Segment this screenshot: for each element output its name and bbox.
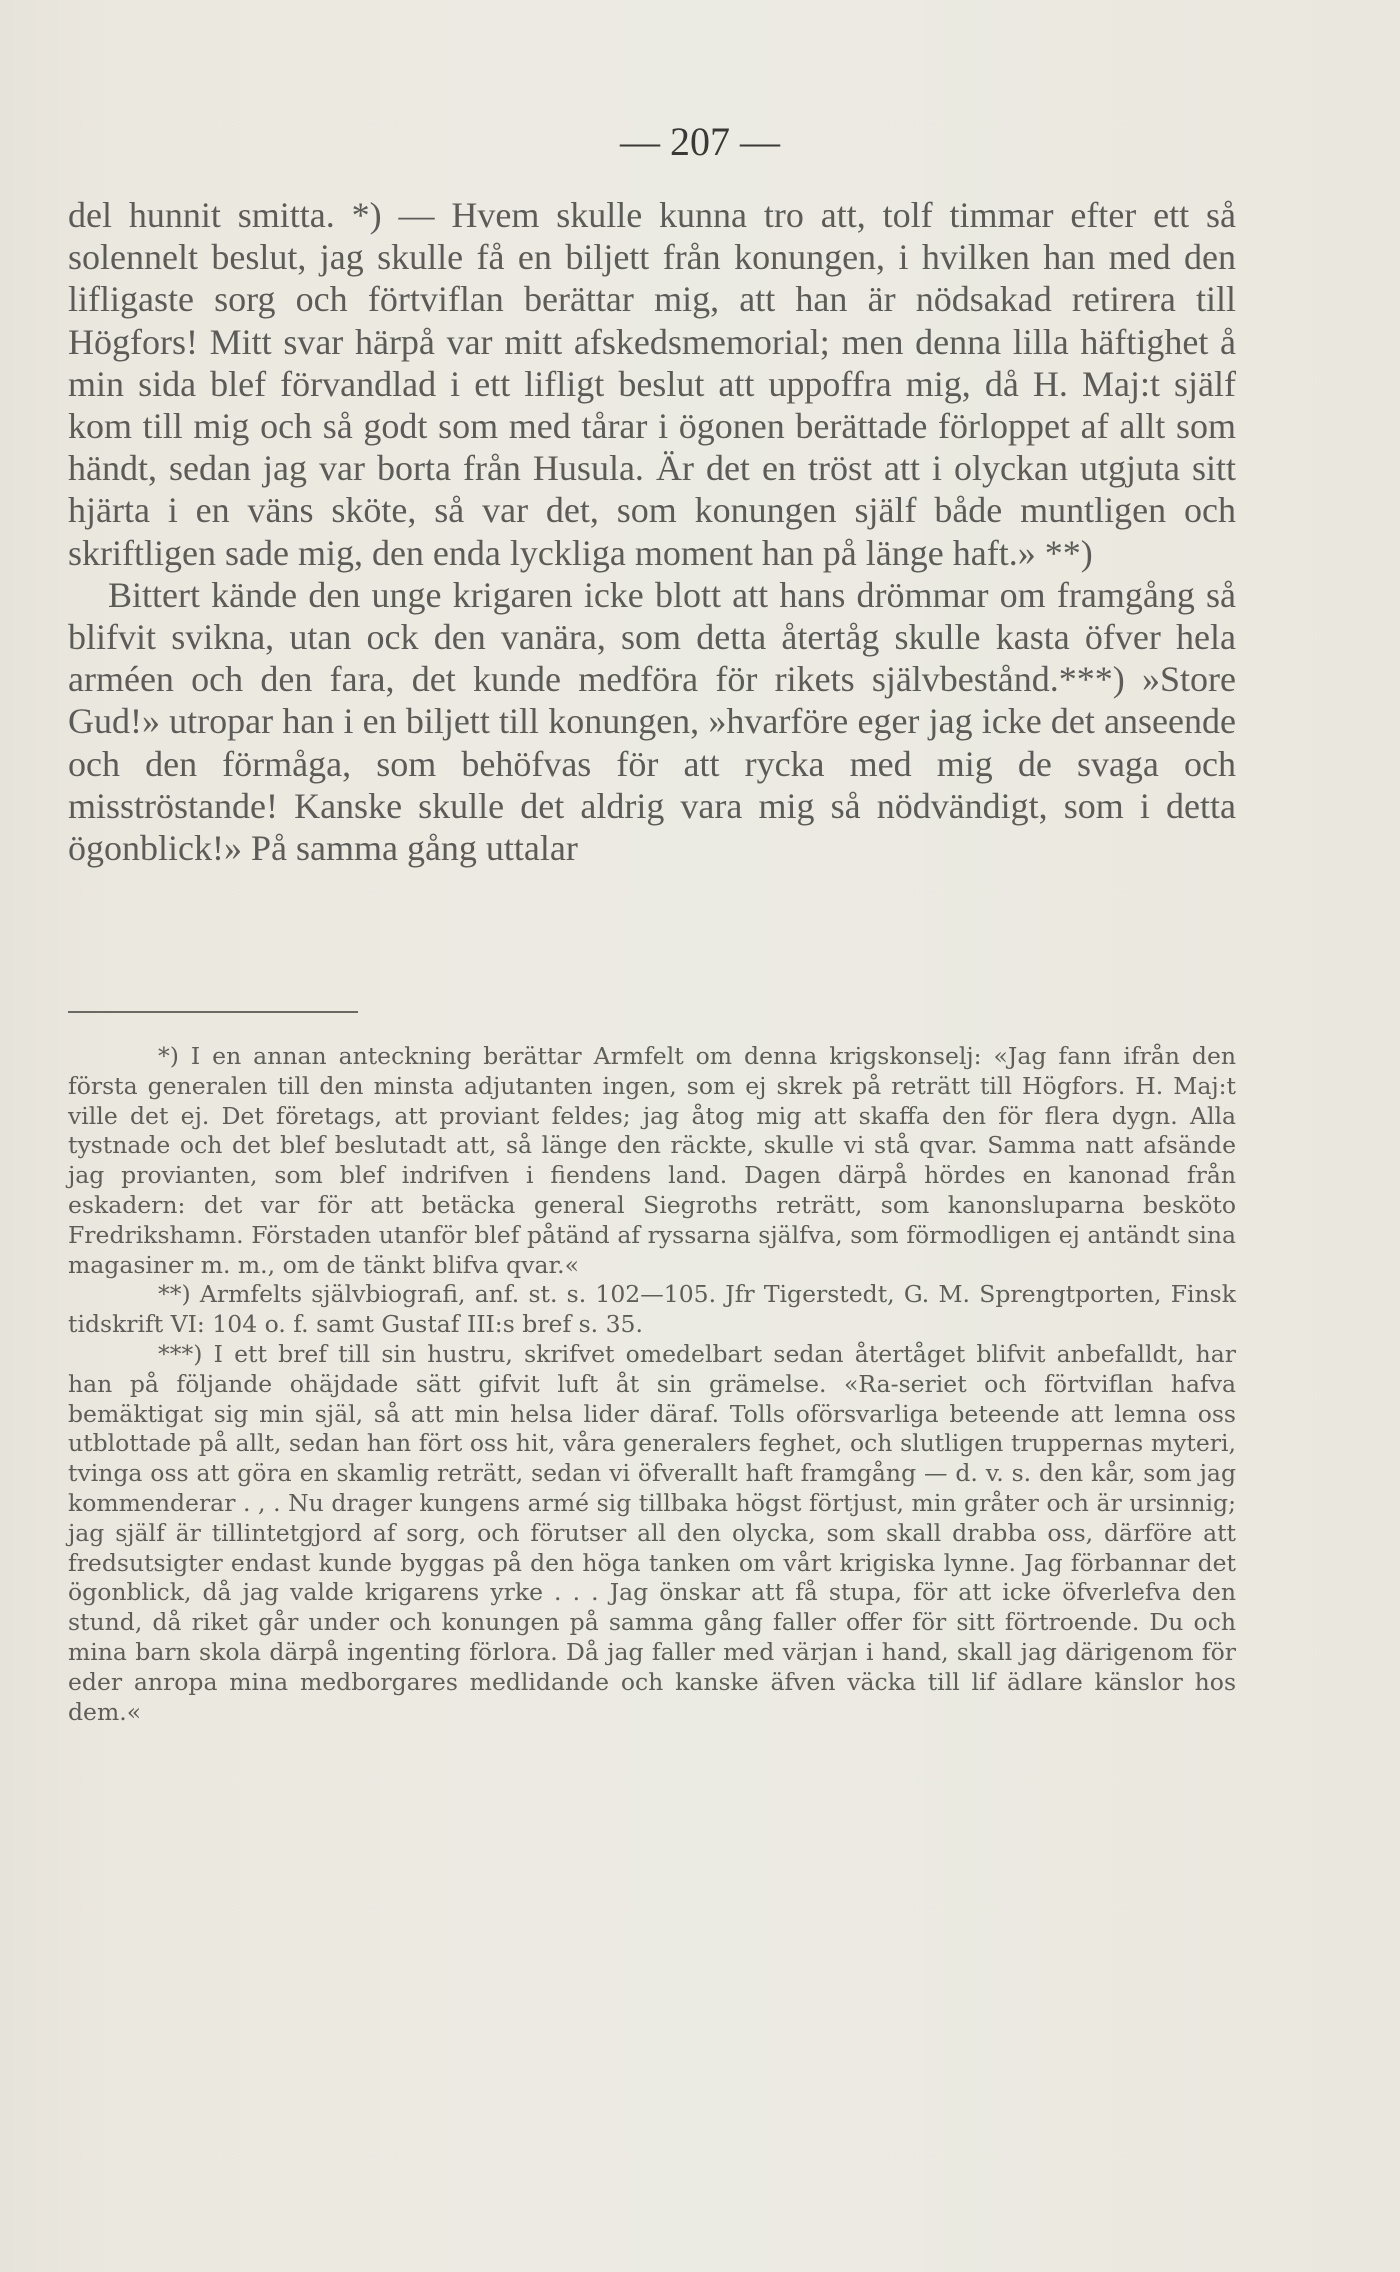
paragraph: del hunnit smitta. *) — Hvem skulle kunna tro att, tolf timmar efter ett så solennelt beslut, jag skulle få en biljett från konungen, i hvilken han med den lifligaste sorg och förtviflan berättar mig, att han är nödsakad retirera till Högfors! Mitt svar härpå var mitt afskedsmemorial; men denna lilla häftighet å min sida blef förvandlad i ett lifligt beslut att uppoffra mig, då H. Maj:t själf kom till mig och så godt som med tårar i ögonen berättade förloppet af allt som händt, sedan jag var borta från Husula. Är det en tröst att i olyckan utgjuta sitt hjärta i en väns sköte, så var det, som konungen själf både muntligen och skriftligen sade mig, den enda lyckliga moment han på länge haft.» **) bbox=[68, 195, 1236, 573]
page-number: — 207 — bbox=[620, 119, 780, 164]
footnote: *) I en annan anteckning berättar Armfelt om denna krigskonselj: «Jag fann ifrån den första generalen till den minsta adjutanten ingen, som ej skrek på reträtt till Högfors. H. Maj:t ville det ej. Det företags, att proviant feldes; jag åtog mig att skaffa den för flera dygn. Alla tystnade och det blef beslutadt att, så länge den räckte, skulle vi stå qvar. Samma natt afsände jag provianten, som blef indrifven i fiendens land. Dagen därpå hördes en kanonad från eskadern: det var för att betäcka general Siegroths reträtt, som kanonsluparna besköto Fredrikshamn. Förstaden utanför blef påtänd af ryssarna själfva, som förmodligen ej antändt sina magasiner m. m., om de tänkt blifva qvar.« bbox=[68, 1042, 1236, 1279]
footnotes bbox=[68, 1042, 1236, 1727]
footnote: **) Armfelts självbiografi, anf. st. s. 102—105. Jfr Tigerstedt, G. M. Sprengtporten, Finsk tidskrift VI: 104 o. f. samt Gustaf III:s bref s. 35. bbox=[68, 1280, 1236, 1339]
footnote: ***) I ett bref till sin hustru, skrifvet omedelbart sedan återtåget blifvit anbefalldt, har han på följande ohäjdade sätt gifvit luft åt sin grämelse. «Ra-seriet och förtviflan hafva bemäktigat sig min själ, så att min helsa lider däraf. Tolls oförsvarliga beteende att lemna oss utblottade på allt, sedan han fört oss hit, våra generalers feghet, och slutligen truppernas myteri, tvinga oss att göra en skamlig reträtt, sedan vi öfverallt haft framgång — d. v. s. den kår, som jag kommenderar . , . Nu drager kungens armé sig tillbaka högst förtjust, min gråter och är ursinnig; jag själf är tillintetgjord af sorg, och förutser all den olycka, som skall drabba oss, därföre att fredsutsigter endast kunde byggas på den höga tanken om vårt krigiska lynne. Jag förbannar det ögonblick, då jag valde krigarens yrke . . . Jag önskar att få stupa, för att icke öfverlefva den stund, då riket går under och konungen på samma gång faller offer för sitt förtroende. Du och mina barn skola därpå ingenting förlora. Då jag faller med värjan i hand, skall jag därigenom för eder anropa mina medborgares medlidande och kanske äfven väcka till lif ädlare känslor hos dem.« bbox=[68, 1339, 1236, 1726]
footnote-divider bbox=[68, 1011, 358, 1013]
paragraph: Bittert kände den unge krigaren icke blott att hans drömmar om framgång så blifvit svikna, utan ock den vanära, som detta återtåg skulle kasta öfver hela arméen och den fara, det kunde medföra för rikets självbestånd.***) »Store Gud!» utropar han i en biljett till konungen, »hvarföre eger jag icke det anseende och den förmåga, som behöfvas för att rycka med mig de svaga och misströstande! Kanske skulle det aldrig vara mig så nödvändigt, som i detta ögonblick!» På samma gång uttalar bbox=[68, 574, 1236, 869]
main-text bbox=[68, 194, 1236, 869]
